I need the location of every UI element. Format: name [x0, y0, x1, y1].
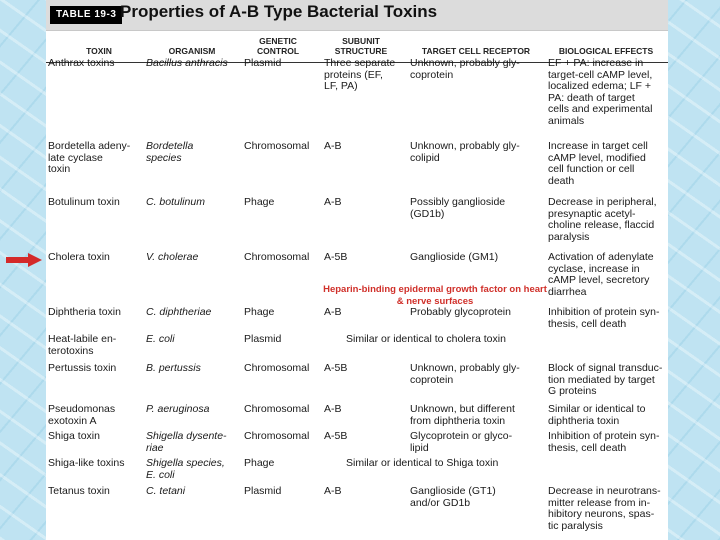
cell-genetic: Phage: [244, 457, 275, 469]
header-biological-effects: BIOLOGICAL EFFECTS: [558, 46, 654, 56]
table-title: Properties of A-B Type Bacterial Toxins: [120, 2, 438, 21]
cell-subunit: A-5B: [324, 430, 348, 442]
cell-subunit: A-B: [324, 196, 342, 208]
cell-subunit: A-B: [324, 306, 342, 318]
cell-receptor: Unknown, but different from diphtheria toxin: [410, 403, 515, 427]
cell-receptor: Probably glycoprotein: [410, 306, 511, 318]
cell-organism: Bacillus anthracis: [146, 57, 228, 69]
header-target-cell-receptor: TARGET CELL RECEPTOR: [421, 46, 531, 56]
cell-receptor: Ganglioside (GT1) and/or GD1b: [410, 485, 496, 509]
cell-organism: E. coli: [146, 333, 175, 345]
cell-organism: P. aeruginosa: [146, 403, 210, 415]
cell-receptor: Ganglioside (GM1): [410, 251, 499, 263]
cell-genetic: Plasmid: [244, 485, 282, 497]
table-number-badge: TABLE 19-3: [50, 6, 122, 24]
cell-organism: Shigella dysente- riae: [146, 430, 227, 454]
right-arrow-icon: [6, 253, 42, 267]
cell-subunit: A-5B: [324, 251, 348, 263]
cell-toxin: Shiga toxin: [48, 430, 100, 442]
cell-genetic: Plasmid: [244, 333, 282, 345]
header-organism: ORGANISM: [168, 46, 216, 56]
cell-organism: C. diphtheriae: [146, 306, 212, 318]
cell-toxin: Diphtheria toxin: [48, 306, 121, 318]
cell-receptor: Unknown, probably gly- coprotein: [410, 57, 520, 81]
cell-organism: Bordetella species: [146, 140, 194, 164]
header-toxin: TOXIN: [86, 46, 112, 56]
cell-genetic: Plasmid: [244, 57, 282, 69]
cell-receptor: Possibly ganglioside (GD1b): [410, 196, 506, 220]
cell-effects: EF + PA: increase in target-cell cAMP level, localized edema; LF + PA: death of target cells and experimental animals: [548, 57, 653, 127]
cell-effects: Block of signal transduc- tion mediated by target G proteins: [548, 362, 663, 398]
cell-receptor: Unknown, probably gly- colipid: [410, 140, 520, 164]
cell-subunit: A-B: [324, 485, 342, 497]
cell-organism: C. tetani: [146, 485, 186, 497]
cell-genetic: Chromosomal: [244, 140, 310, 152]
cell-organism: Shigella species, E. coli: [146, 457, 225, 481]
cell-receptor: Similar or identical to cholera toxin: [346, 333, 506, 345]
cell-receptor: Glycoprotein or glyco- lipid: [410, 430, 513, 454]
cell-effects: Inhibition of protein syn- thesis, cell death: [548, 306, 660, 330]
header-genetic-control: GENETIC CONTROL: [256, 36, 300, 56]
cell-effects: Decrease in peripheral, presynaptic acetyl- choline release, flaccid paralysis: [548, 196, 657, 243]
cell-toxin: Bordetella adeny- late cyclase toxin: [48, 140, 131, 176]
cell-toxin: Pseudomonas exotoxin A: [48, 403, 116, 427]
cell-genetic: Phage: [244, 196, 275, 208]
annotation-note: Heparin-binding epidermal growth factor on heart & nerve surfaces: [323, 284, 547, 307]
cell-subunit: A-B: [324, 403, 342, 415]
cell-toxin: Anthrax toxins: [48, 57, 115, 69]
cell-subunit: Three separate proteins (EF, LF, PA): [324, 57, 396, 93]
cell-toxin: Tetanus toxin: [48, 485, 110, 497]
cell-toxin: Shiga-like toxins: [48, 457, 125, 469]
cell-receptor: Similar or identical to Shiga toxin: [346, 457, 499, 469]
cell-receptor: Unknown, probably gly- coprotein: [410, 362, 520, 386]
cell-genetic: Chromosomal: [244, 251, 310, 263]
cell-effects: Activation of adenylate cyclase, increase in cAMP level, secretory diarrhea: [548, 251, 654, 298]
cell-genetic: Chromosomal: [244, 362, 310, 374]
cell-toxin: Cholera toxin: [48, 251, 110, 263]
table-page: [46, 0, 668, 540]
cell-effects: Decrease in neurotrans- mitter release from in- hibitory neurons, spas- tic paralysis: [548, 485, 661, 532]
header-subunit-structure: SUBUNIT STRUCTURE: [334, 36, 388, 56]
cell-effects: Inhibition of protein syn- thesis, cell death: [548, 430, 660, 454]
cell-effects: Similar or identical to diphtheria toxin: [548, 403, 646, 427]
cell-organism: C. botulinum: [146, 196, 205, 208]
table-title-bar: [46, 0, 668, 31]
cell-toxin: Heat-labile en- terotoxins: [48, 333, 117, 357]
cell-subunit: A-B: [324, 140, 342, 152]
cell-toxin: Botulinum toxin: [48, 196, 120, 208]
cell-toxin: Pertussis toxin: [48, 362, 117, 374]
cell-organism: B. pertussis: [146, 362, 201, 374]
cell-effects: Increase in target cell cAMP level, modified cell function or cell death: [548, 140, 648, 187]
cell-subunit: A-5B: [324, 362, 348, 374]
cell-genetic: Chromosomal: [244, 430, 310, 442]
cell-genetic: Phage: [244, 306, 275, 318]
cell-genetic: Chromosomal: [244, 403, 310, 415]
cell-organism: V. cholerae: [146, 251, 199, 263]
